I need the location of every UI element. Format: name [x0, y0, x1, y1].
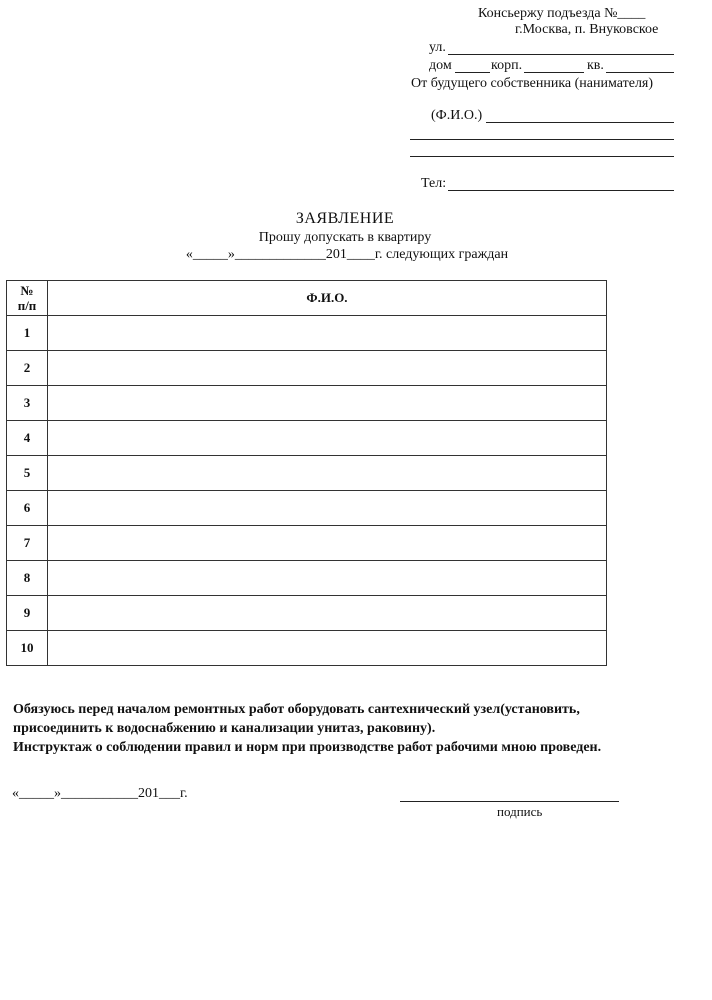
apartment-field[interactable] [606, 72, 674, 73]
phone-label: Тел: [421, 176, 447, 191]
table-header-row [7, 281, 607, 316]
fio-field-2[interactable] [410, 139, 674, 140]
document-title: ЗАЯВЛЕНИЕ [295, 210, 395, 227]
row-fio-cell[interactable] [48, 491, 607, 526]
row-number: 9 [7, 596, 48, 631]
table-row [7, 561, 607, 596]
apartment-label: кв. [587, 58, 604, 73]
building-field[interactable] [524, 72, 584, 73]
column-number-top: № [20, 283, 34, 298]
signature-field[interactable] [400, 801, 619, 802]
row-number: 8 [7, 561, 48, 596]
row-fio-cell[interactable] [48, 351, 607, 386]
table-row [7, 491, 607, 526]
house-field[interactable] [455, 72, 490, 73]
row-fio-cell[interactable] [48, 631, 607, 666]
row-fio-cell[interactable] [48, 596, 607, 631]
header-concierge-line: Консьержу подъезда №____ [478, 6, 646, 21]
visitors-table [6, 280, 607, 666]
fio-label: (Ф.И.О.) [431, 108, 483, 123]
column-number-bottom: п/п [17, 298, 37, 313]
table-row [7, 421, 607, 456]
document-subtitle: Прошу допускать в квартиру [258, 230, 432, 245]
header-city-line: г.Москва, п. Внуковское [515, 22, 659, 37]
row-fio-cell[interactable] [48, 561, 607, 596]
commitment-line-1: Обязуюсь перед началом ремонтных работ оборудовать сантехнический узел(установить, [13, 702, 580, 717]
row-number: 1 [7, 316, 48, 351]
table-row [7, 526, 607, 561]
table-row [7, 456, 607, 491]
fio-field-1[interactable] [486, 122, 674, 123]
row-number: 7 [7, 526, 48, 561]
street-label: ул. [429, 40, 446, 55]
row-number: 2 [7, 351, 48, 386]
footer-date: «_____»___________201___г. [12, 786, 188, 801]
fio-field-3[interactable] [410, 156, 674, 157]
house-label: дом [429, 58, 452, 73]
row-number: 10 [7, 631, 48, 666]
row-fio-cell[interactable] [48, 456, 607, 491]
table-row [7, 316, 607, 351]
row-fio-cell[interactable] [48, 421, 607, 456]
table-row [7, 351, 607, 386]
street-field[interactable] [448, 54, 674, 55]
from-owner-label: От будущего собственника (нанимателя) [411, 76, 654, 91]
row-fio-cell[interactable] [48, 386, 607, 421]
commitment-line-2: присоединить к водоснабжению и канализации унитаз, раковину). [13, 721, 436, 736]
column-fio-header: Ф.И.О. [48, 281, 607, 316]
table-row [7, 386, 607, 421]
row-number: 6 [7, 491, 48, 526]
row-number: 5 [7, 456, 48, 491]
table-row [7, 631, 607, 666]
row-fio-cell[interactable] [48, 526, 607, 561]
row-number: 3 [7, 386, 48, 421]
table-row [7, 596, 607, 631]
phone-field[interactable] [448, 190, 674, 191]
building-label: корп. [491, 58, 523, 73]
date-line: «_____»_____________201____г. следующих граждан [185, 247, 509, 262]
signature-label: подпись [497, 804, 543, 819]
row-fio-cell[interactable] [48, 316, 607, 351]
commitment-paragraph [13, 700, 673, 757]
row-number: 4 [7, 421, 48, 456]
commitment-line-3: Инструктаж о соблюдении правил и норм при производстве работ рабочими мною проведен. [13, 740, 602, 755]
column-number-header [7, 281, 48, 316]
